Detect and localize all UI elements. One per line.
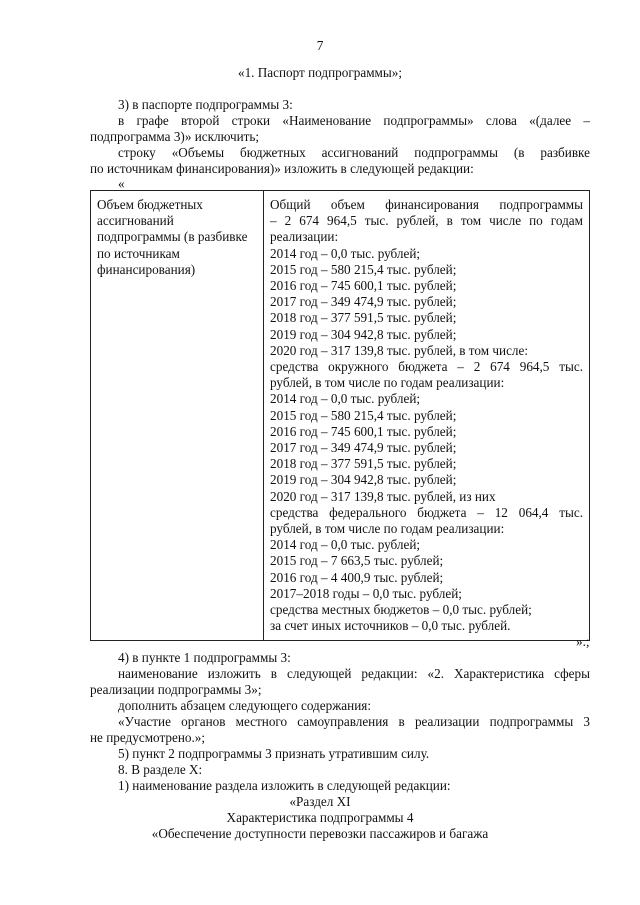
value-line: 2020 год – 317 139,8 тыс. рублей, из них: [270, 488, 496, 504]
passport-label-cell: [91, 191, 264, 641]
item-4-title: 4) в пункте 1 подпрограммы 3:: [118, 650, 291, 665]
value-line: 2019 год – 304 942,8 тыс. рублей;: [270, 472, 457, 488]
value-line: 2016 год – 4 400,9 тыс. рублей;: [270, 569, 444, 585]
label-line: Объем бюджетных: [97, 197, 203, 212]
section-title: «Раздел XI: [289, 794, 351, 809]
item-8: 8. В разделе X:: [118, 762, 203, 777]
item-3-paragraph-1-line-1: в графе второй строки «Наименование подпрограммы» слова «(далее –: [118, 113, 590, 128]
value-line: 2016 год – 745 600,1 тыс. рублей;: [270, 423, 457, 439]
value-line: Общий объем финансирования подпрограммы: [270, 197, 583, 212]
value-line: за счет иных источников – 0,0 тыс. рублей.: [270, 618, 511, 634]
value-line: 2018 год – 377 591,5 тыс. рублей;: [270, 456, 457, 472]
value-line: – 2 674 964,5 тыс. рублей, в том числе по годам: [270, 213, 583, 229]
item-4-paragraph-3-line-2: не предусмотрено.»;: [90, 730, 206, 745]
value-line: средства федерального бюджета – 12 064,4 тыс.: [270, 504, 583, 520]
value-line: средства окружного бюджета – 2 674 964,5 тыс.: [270, 359, 583, 375]
item-8-1: 1) наименование раздела изложить в следующей редакции:: [118, 778, 451, 793]
passport-table: [90, 190, 590, 641]
item-3-paragraph-2-line-1: строку «Объемы бюджетных ассигнований подпрограммы (в разбивке: [118, 145, 590, 160]
value-line: 2020 год – 317 139,8 тыс. рублей, в том числе:: [270, 342, 529, 358]
value-line: 2017 год – 349 474,9 тыс. рублей;: [270, 294, 457, 310]
closing-quote-mark: ».: [576, 634, 586, 649]
value-line: рублей, в том числе по годам реализации:: [270, 375, 505, 391]
value-line: 2017–2018 годы – 0,0 тыс. рублей;: [270, 585, 462, 601]
item-3-paragraph-2-line-2: по источникам финансирования)» изложить в следующей редакции:: [90, 161, 474, 176]
closing-quote-suffix: ;: [585, 634, 590, 649]
value-line: средства местных бюджетов – 0,0 тыс. рублей;: [270, 602, 532, 618]
label-line: подпрограммы (в разбивке: [97, 229, 248, 245]
label-line: финансирования): [97, 261, 196, 277]
item-3-title: 3) в паспорте подпрограммы 3:: [118, 97, 293, 112]
passport-value-cell: [264, 191, 590, 641]
value-line: 2015 год – 580 215,4 тыс. рублей;: [270, 261, 457, 277]
item-5: 5) пункт 2 подпрограммы 3 признать утратившим силу.: [118, 746, 430, 761]
item-4-paragraph-3-line-1: «Участие органов местного самоуправления в реализации подпрограммы 3: [118, 714, 590, 729]
value-line: реализации:: [270, 229, 339, 245]
opening-quote: «: [118, 176, 125, 191]
value-line: 2015 год – 580 215,4 тыс. рублей;: [270, 407, 457, 423]
passport-table-row: [91, 191, 590, 641]
value-line: 2014 год – 0,0 тыс. рублей;: [270, 391, 421, 407]
label-line: по источникам: [97, 245, 180, 261]
value-line: 2014 год – 0,0 тыс. рублей;: [270, 537, 421, 553]
value-line: 2018 год – 377 591,5 тыс. рублей;: [270, 310, 457, 326]
closing-quote: [576, 634, 590, 650]
value-line: 2016 год – 745 600,1 тыс. рублей;: [270, 278, 457, 294]
value-line: 2019 год – 304 942,8 тыс. рублей;: [270, 326, 457, 342]
section-subtitle-2: «Обеспечение доступности перевозки пассажиров и багажа: [151, 826, 489, 841]
item-4-paragraph-1-line-1: наименование изложить в следующей редакции: «2. Характеристика сферы: [118, 666, 590, 681]
passport-heading: «1. Паспорт подпрограммы»;: [237, 65, 403, 80]
value-line: 2017 год – 349 474,9 тыс. рублей;: [270, 440, 457, 456]
value-line: 2015 год – 7 663,5 тыс. рублей;: [270, 553, 444, 569]
section-subtitle-1: Характеристика подпрограммы 4: [226, 810, 414, 825]
item-3-paragraph-1-line-2: подпрограмма 3)» исключить;: [90, 129, 260, 144]
item-4-paragraph-2: дополнить абзацем следующего содержания:: [118, 698, 372, 713]
value-line: 2014 год – 0,0 тыс. рублей;: [270, 245, 421, 261]
label-line: ассигнований: [97, 213, 174, 229]
value-line: рублей, в том числе по годам реализации:: [270, 521, 505, 537]
item-4-paragraph-1-line-2: реализации подпрограммы 3»;: [90, 682, 262, 697]
page-number: 7: [316, 38, 324, 53]
